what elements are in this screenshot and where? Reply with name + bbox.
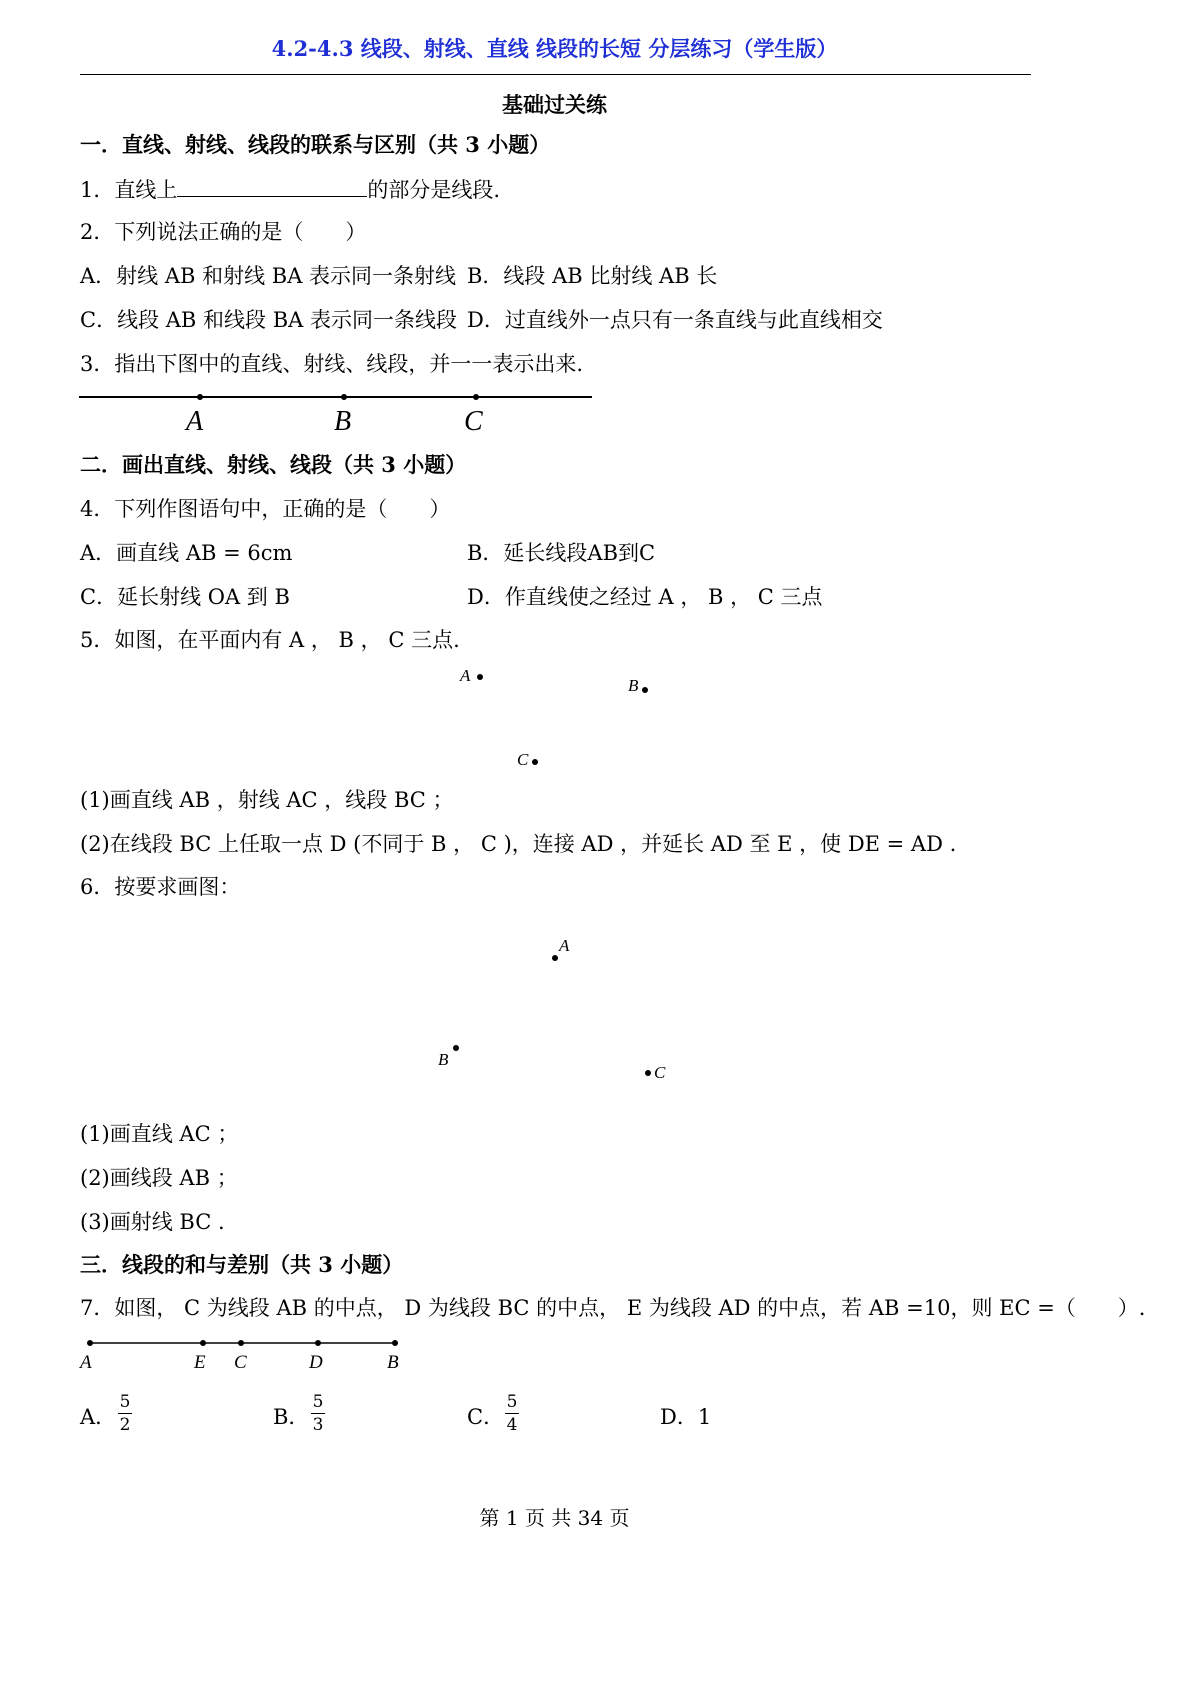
question-5: 5．如图，在平面内有 A ， B ， C 三点.	[80, 628, 460, 652]
question-7	[80, 1295, 1145, 1321]
q2-option-b: B．线段 AB 比射线 AB 长	[467, 264, 718, 288]
q7-option-b-fraction	[311, 1392, 325, 1435]
q7-option-d-letter: D．	[660, 1405, 698, 1429]
fraction-denominator: 4	[506, 1415, 518, 1435]
question-1	[80, 176, 500, 203]
section-heading-1: 一．直线、射线、线段的联系与区别（共 3 小题）	[80, 132, 551, 157]
question-3: 3．指出下图中的直线、射线、线段，并一一表示出来.	[80, 352, 584, 376]
q7-point-d	[315, 1340, 321, 1346]
section-heading-3: 三．线段的和与差别（共 3 小题）	[80, 1252, 404, 1277]
answer-blank[interactable]	[177, 176, 367, 197]
q6-label-c: C	[654, 1063, 666, 1082]
question-4-stem: 4．下列作图语句中，正确的是（	[80, 497, 388, 521]
q7-label-e: E	[194, 1352, 206, 1373]
q7-label-b: B	[387, 1352, 399, 1373]
title-divider	[80, 74, 1031, 75]
question-7-close: ）.	[1117, 1296, 1146, 1320]
page-title: 4.2-4.3 线段、射线、直线 线段的长短 分层练习（学生版）	[271, 36, 838, 61]
q4-option-c: C．延长射线 OA 到 B	[80, 585, 290, 609]
q3-point-a	[197, 394, 203, 400]
q7-point-a	[87, 1340, 93, 1346]
q3-label-b: B	[334, 406, 352, 437]
question-1-prefix: 1．直线上	[80, 178, 178, 202]
q5-part-1: (1)画直线 AB ，射线 AC ，线段 BC ；	[80, 788, 454, 812]
section-heading-2: 二．画出直线、射线、线段（共 3 小题）	[80, 452, 467, 477]
q4-option-b: B．延长线段AB到C	[467, 541, 656, 565]
q3-line-figure	[78, 385, 598, 440]
q7-option-a-letter: A．	[80, 1405, 117, 1429]
q5-label-b: B	[628, 676, 639, 695]
question-2	[80, 219, 366, 245]
close-paren: ）	[429, 497, 451, 521]
question-6: 6．按要求画图：	[80, 875, 241, 899]
q4-option-d: D．作直线使之经过 A ， B ， C 三点	[467, 585, 823, 609]
fraction-numerator: 5	[506, 1392, 518, 1412]
q5-points-figure	[450, 660, 670, 775]
fraction-denominator: 2	[119, 1415, 131, 1435]
close-paren: ）	[345, 220, 367, 244]
q7-label-c: C	[234, 1352, 247, 1373]
q7-point-b	[392, 1340, 398, 1346]
q7-segment-figure	[78, 1332, 418, 1374]
q7-label-a: A	[80, 1352, 92, 1373]
question-4	[80, 496, 450, 522]
question-1-suffix: 的部分是线段.	[367, 178, 501, 202]
q6-point-b	[453, 1045, 459, 1051]
q5-point-c	[532, 759, 538, 765]
q3-point-c	[473, 394, 479, 400]
q5-point-b	[642, 687, 648, 693]
q7-point-e	[200, 1340, 206, 1346]
q6-point-a	[552, 955, 558, 961]
q6-points-figure	[430, 930, 690, 1090]
page-footer: 第 1 页 共 34 页	[479, 1506, 630, 1530]
q7-option-b-letter: B．	[273, 1405, 310, 1429]
q2-option-d: D．过直线外一点只有一条直线与此直线相交	[467, 308, 883, 332]
q7-option-c-letter: C．	[467, 1405, 505, 1429]
q6-label-b: B	[438, 1050, 449, 1069]
q7-label-d: D	[309, 1352, 323, 1373]
q4-option-a: A．画直线 AB = 6cm	[80, 541, 293, 565]
q5-label-c: C	[517, 750, 529, 769]
q7-option-a-fraction	[118, 1392, 132, 1435]
fraction-numerator: 5	[312, 1392, 324, 1412]
q6-point-c	[645, 1070, 651, 1076]
q3-label-a: A	[186, 406, 204, 437]
fraction-denominator: 3	[312, 1415, 324, 1435]
page-subtitle: 基础过关练	[502, 92, 607, 117]
q7-option-c-fraction	[505, 1392, 519, 1435]
fraction-numerator: 5	[119, 1392, 131, 1412]
q6-label-a: A	[559, 936, 570, 955]
question-7-stem: 7．如图， C 为线段 AB 的中点， D 为线段 BC 的中点， E 为线段 AD 的中点，若 AB =10，则 EC =（	[80, 1296, 1076, 1320]
q7-option-d	[660, 1404, 711, 1430]
q3-label-c: C	[464, 406, 483, 437]
q2-option-a: A．射线 AB 和射线 BA 表示同一条射线	[80, 264, 457, 288]
q7-option-d-value: 1	[697, 1405, 712, 1429]
q6-part-2: (2)画线段 AB ；	[80, 1166, 238, 1190]
q3-point-b	[341, 394, 347, 400]
q2-option-c: C．线段 AB 和线段 BA 表示同一条线段	[80, 308, 457, 332]
question-2-stem: 2．下列说法正确的是（	[80, 220, 304, 244]
q5-label-a: A	[460, 666, 471, 685]
q7-point-c	[238, 1340, 244, 1346]
q5-point-a	[477, 674, 483, 680]
q6-part-1: (1)画直线 AC ；	[80, 1122, 239, 1146]
q5-part-2: (2)在线段 BC 上任取一点 D (不同于 B ， C )，连接 AD ，并延长 AD 至 E ，使 DE = AD .	[80, 832, 957, 856]
q6-part-3: (3)画射线 BC .	[80, 1210, 225, 1234]
